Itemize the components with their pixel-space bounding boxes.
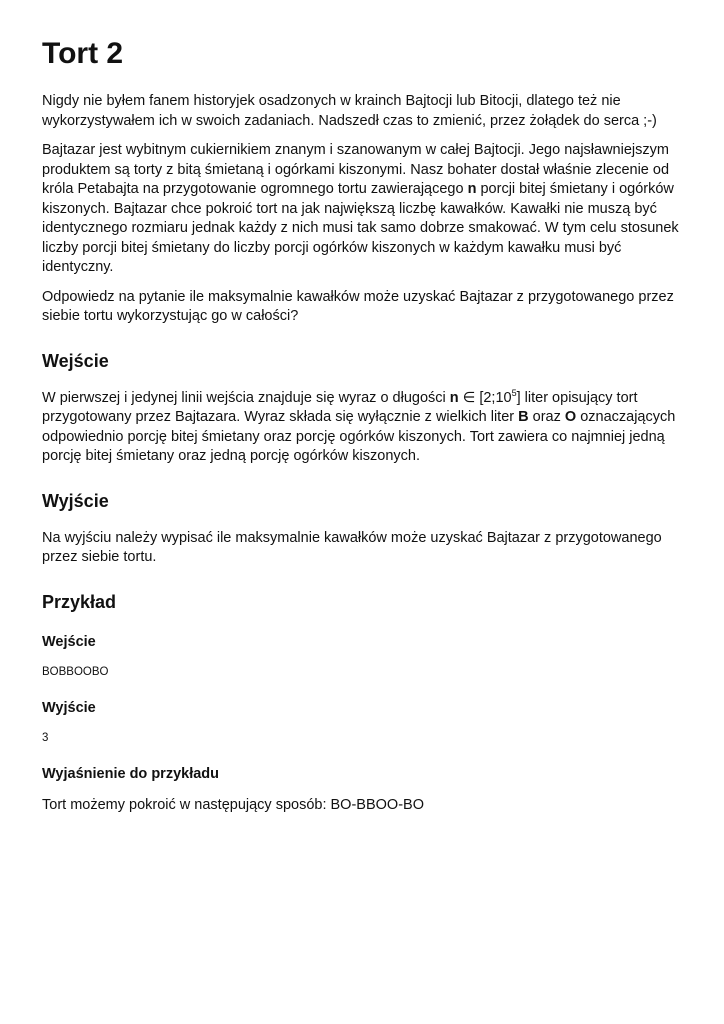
input-text-2: ∈ [2;10 (458, 389, 512, 406)
example-heading: Przykład (42, 591, 117, 612)
example-explanation-heading: Wyjaśnienie do przykładu (42, 765, 220, 782)
variable-n: n (467, 181, 477, 197)
input-text-3: ] liter opisujący tort przygotowany przez Bajtazara. Wyraz składa się wyłącznie z wielkich liter (42, 389, 638, 425)
intro-paragraph: Nigdy nie byłem fanem historyjek osadzonych w krainch Bajtocji lub Bitocji, dlatego też nie wykorzystywałem ich w swoich zadaniach. Nadszedł czas to zmienić, przez żołądek do serca ;-) (42, 93, 657, 129)
story-text-1: Bajtazar jest wybitnym cukiernikiem znanym i szanowanym w całej Bajtocji. Jego najsławniejszym produktem są torty z bitą śmietaną i ogórkami kiszonymi. Nasz bohater dostał właśnie zlecenie od króla Petabajta na przygotowanie ogromnego tortu zawierającego (42, 142, 670, 197)
example-output-value: 3 (42, 731, 49, 744)
example-explanation-text: Tort możemy pokroić w następujący sposób: BO-BBOO-BO (42, 796, 424, 813)
output-heading: Wyjście (42, 490, 109, 511)
example-input-value: BOBBOOBO (42, 665, 109, 678)
input-text-1: W pierwszej i jedynej linii wejścia znajduje się wyraz o długości (42, 389, 450, 406)
story-text-2: porcji bitej śmietany i ogórków kiszonych. Bajtazar chce pokroić tort na jak największą liczbę kawałków. Kawałki nie muszą być identycznego rozmiaru jednak każdy z nich musi tak samo dobrze smakować. W tym celu stosunek liczby porcji bitej śmietany do liczby porcji ogórków kiszonych w każdym kawałku musi być identyczny. (42, 181, 679, 275)
input-text-4: oraz (528, 409, 565, 425)
example-output-heading: Wyjście (42, 699, 96, 716)
output-description: Na wyjściu należy wypisać ile maksymalnie kawałków może uzyskać Bajtazar z przygotowanego przez siebie tortu. (42, 529, 662, 565)
exponent: 5 (511, 387, 517, 398)
letter-o: O (564, 409, 577, 425)
input-description (42, 389, 682, 467)
page-title: Tort 2 (42, 37, 124, 70)
input-text-5: oznaczających odpowiednio porcję bitej śmietany oraz porcję ogórków kiszonych. Tort zawiera co najmniej jedną porcję bitej śmietany oraz jedną porcję ogórków kiszonych. (42, 409, 676, 464)
variable-n: n (449, 389, 459, 406)
letter-b: B (518, 409, 529, 425)
input-heading: Wejście (42, 350, 109, 371)
story-paragraph (42, 141, 682, 278)
question-paragraph: Odpowiedz na pytanie ile maksymalnie kawałków może uzyskać Bajtazar z przygotowanego przez siebie tortu wykorzystując go w całości? (42, 288, 674, 324)
example-input-heading: Wejście (42, 633, 96, 650)
